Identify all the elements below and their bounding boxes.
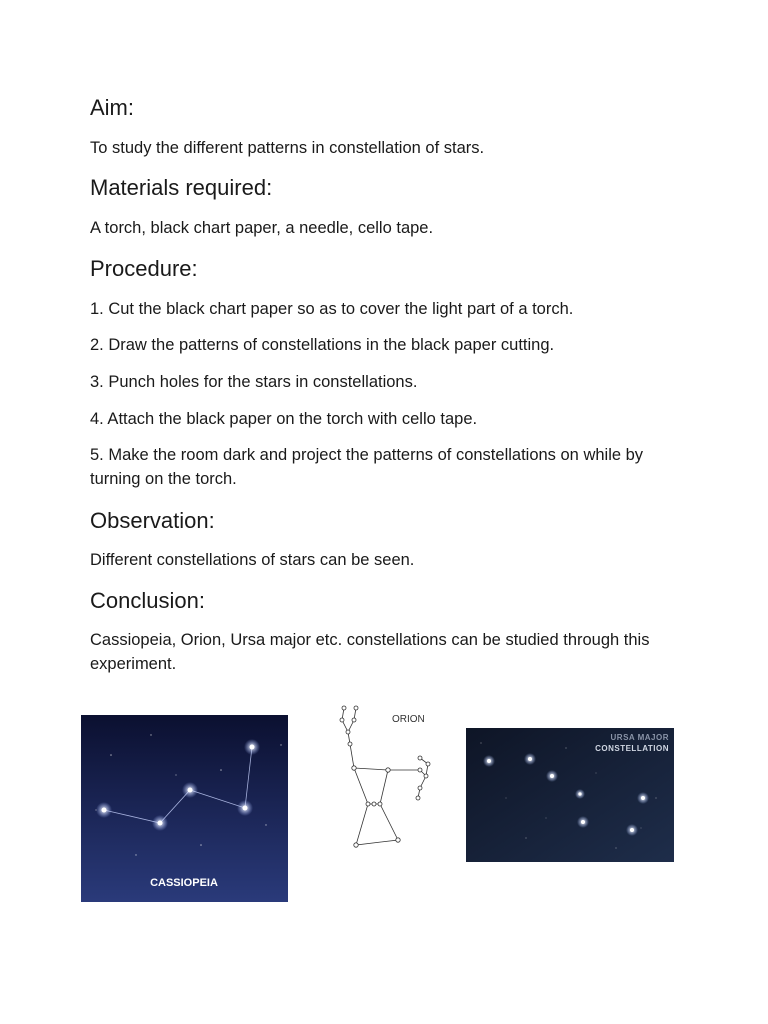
- ursa-major-label-bottom: CONSTELLATION: [595, 744, 669, 753]
- procedure-step-2: 2. Draw the patterns of constellations in the black paper cutting.: [90, 336, 555, 354]
- aim-heading: Aim:: [90, 95, 134, 120]
- orion-label: ORION: [392, 714, 425, 725]
- aim-text: To study the different patterns in constellation of stars.: [90, 139, 485, 157]
- observation-heading: Observation:: [90, 508, 215, 533]
- conclusion-text: Cassiopeia, Orion, Ursa major etc. constellations can be studied through this experiment.: [90, 631, 650, 673]
- procedure-step-1: 1. Cut the black chart paper so as to cover the light part of a torch.: [90, 300, 574, 318]
- conclusion-heading: Conclusion:: [90, 588, 205, 613]
- ursa-major-image: [466, 728, 674, 862]
- ursa-major-label-top: URSA MAJOR: [610, 733, 669, 742]
- observation-text: Different constellations of stars can be seen.: [90, 551, 415, 569]
- orion-image: [320, 700, 450, 860]
- procedure-step-5: 5. Make the room dark and project the patterns of constellations on while by turning on the torch.: [90, 446, 644, 488]
- cassiopeia-label: CASSIOPEIA: [150, 877, 218, 889]
- materials-text: A torch, black chart paper, a needle, cello tape.: [90, 219, 434, 237]
- procedure-step-3: 3. Punch holes for the stars in constellations.: [90, 373, 418, 391]
- cassiopeia-image: [81, 715, 288, 902]
- procedure-heading: Procedure:: [90, 256, 198, 281]
- procedure-step-4: 4. Attach the black paper on the torch with cello tape.: [90, 410, 478, 428]
- materials-heading: Materials required:: [90, 175, 273, 200]
